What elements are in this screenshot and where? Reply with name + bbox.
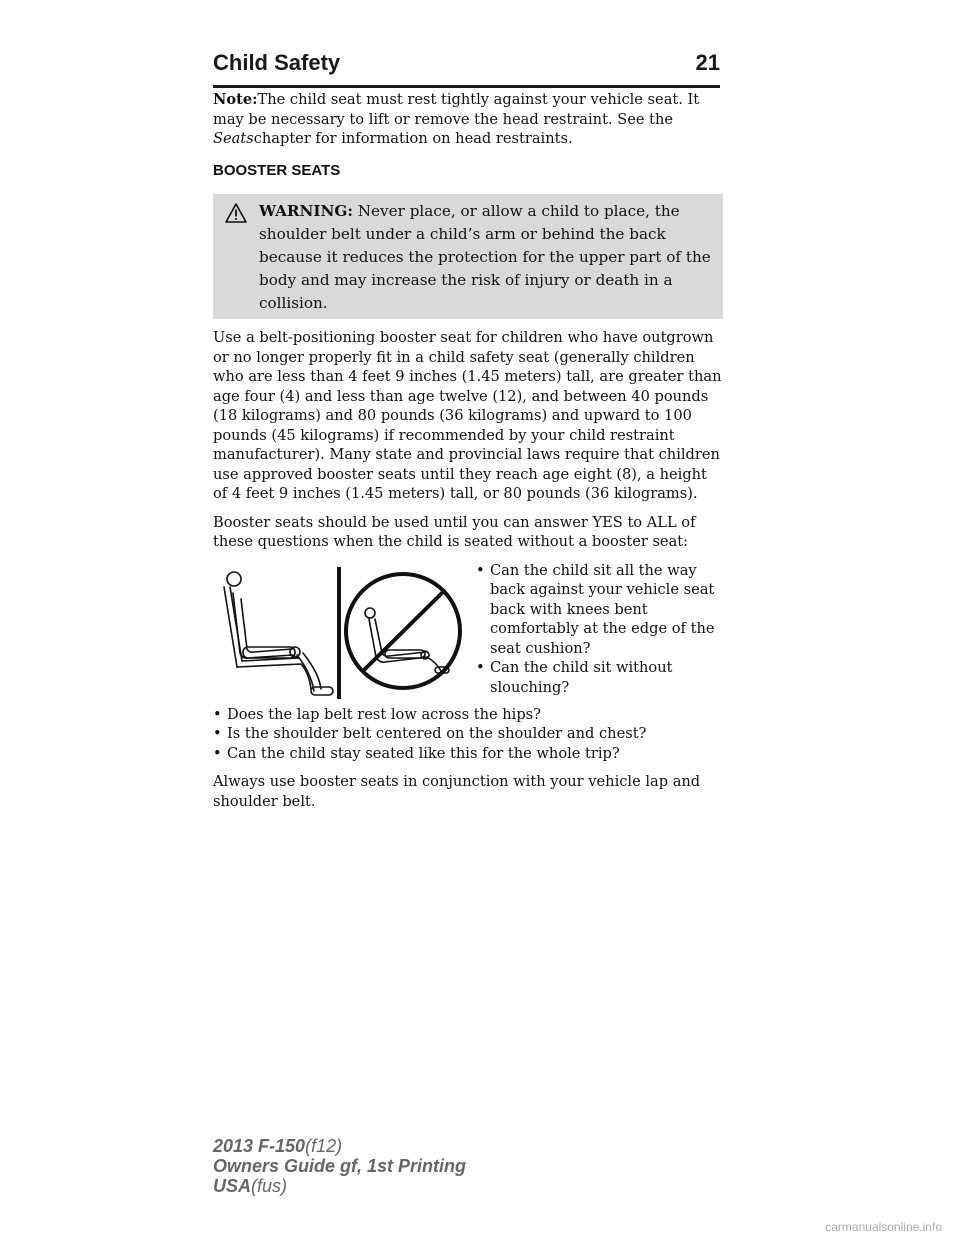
note-paragraph <box>213 90 723 149</box>
chapter-title: Child Safety <box>213 50 341 75</box>
incorrect-sitting-figure <box>346 574 460 688</box>
list-item <box>476 561 721 659</box>
page-number: 21 <box>695 50 720 75</box>
bullet-text: Can the child sit all the way back against your vehicle seat back with knees bent comfortably at the edge of the seat cushion? <box>490 561 715 657</box>
booster-paragraph-1: Use a belt-positioning booster seat for children who have outgrown or no longer properly fit in a child safety seat (generally children who are less than 4 feet 9 inches (1.45 meters) tall, are greater than age four (4) and less than age twelve (12), and between 40 pounds (18 kilograms) and 80 pounds (36 kilograms) and upward to 100 pounds (45 kilograms) if recommended by your child restraint manufacturer). Many state and provincial laws require that children use approved booster seats until they reach age eight (8), a height of 4 feet 9 inches (1.45 meters) tall, or 80 pounds (36 kilograms). <box>213 329 722 502</box>
page-body <box>213 90 723 820</box>
footer-line-1 <box>213 1136 466 1156</box>
bullet-text: Can the child sit without slouching? <box>490 659 673 696</box>
footer-model-code: (f12) <box>305 1136 343 1156</box>
list-item <box>476 658 721 697</box>
seat-fit-illustration <box>213 561 463 703</box>
warning-triangle-icon <box>225 203 247 223</box>
bullet-text: Is the shoulder belt centered on the shoulder and chest? <box>227 725 647 742</box>
note-text-1: The child seat must rest tightly against your vehicle seat. It may be necessary to lift or remove the head restraint. See the <box>213 91 700 128</box>
note-label: Note: <box>213 91 258 108</box>
list-item <box>213 724 723 744</box>
bullet-marker: • <box>213 744 222 762</box>
list-item <box>213 744 723 764</box>
seats-chapter-ref: Seats <box>213 130 254 147</box>
bullet-marker: • <box>476 561 485 579</box>
note-text-2: chapter for information on head restraints. <box>253 130 573 147</box>
warning-content <box>221 200 715 315</box>
figure-row <box>213 561 723 703</box>
footer-line-3 <box>213 1176 466 1196</box>
warning-box <box>213 194 723 319</box>
bullet-text: Does the lap belt rest low across the hips? <box>227 705 541 723</box>
page-header <box>213 36 720 76</box>
section-heading: BOOSTER SEATS <box>213 161 341 179</box>
divider-bar <box>337 567 341 699</box>
header-rule <box>213 85 720 88</box>
footer-region: USA <box>213 1176 252 1196</box>
figure-bullet-list <box>476 561 721 698</box>
warning-label: WARNING: <box>259 202 353 220</box>
warning-text: Never place, or allow a child to place, the shoulder belt under a child’s arm or behind the back because it reduces the protection for the upper part of the body and may increase the risk of injury or death in a collision. <box>259 202 711 312</box>
footer-region-code: (fus) <box>251 1176 288 1196</box>
booster-paragraph-3: Always use booster seats in conjunction with your vehicle lap and shoulder belt. <box>213 773 701 810</box>
watermark: carmanualsonline.info <box>825 1220 942 1234</box>
list-item <box>213 705 723 725</box>
booster-paragraph-2: Booster seats should be used until you can answer YES to ALL of these questions when the child is seated without a booster seat: <box>213 513 696 550</box>
footer-model: 2013 F-150 <box>213 1136 306 1156</box>
page-footer <box>213 1136 466 1196</box>
bullet-marker: • <box>476 659 485 676</box>
bullet-marker: • <box>213 705 222 723</box>
bullet-marker: • <box>213 725 222 742</box>
bullet-list <box>213 705 723 764</box>
footer-guide: Owners Guide gf, 1st Printing <box>213 1156 467 1176</box>
correct-sitting-figure <box>224 572 333 695</box>
bullet-text: Can the child stay seated like this for the whole trip? <box>227 744 620 762</box>
